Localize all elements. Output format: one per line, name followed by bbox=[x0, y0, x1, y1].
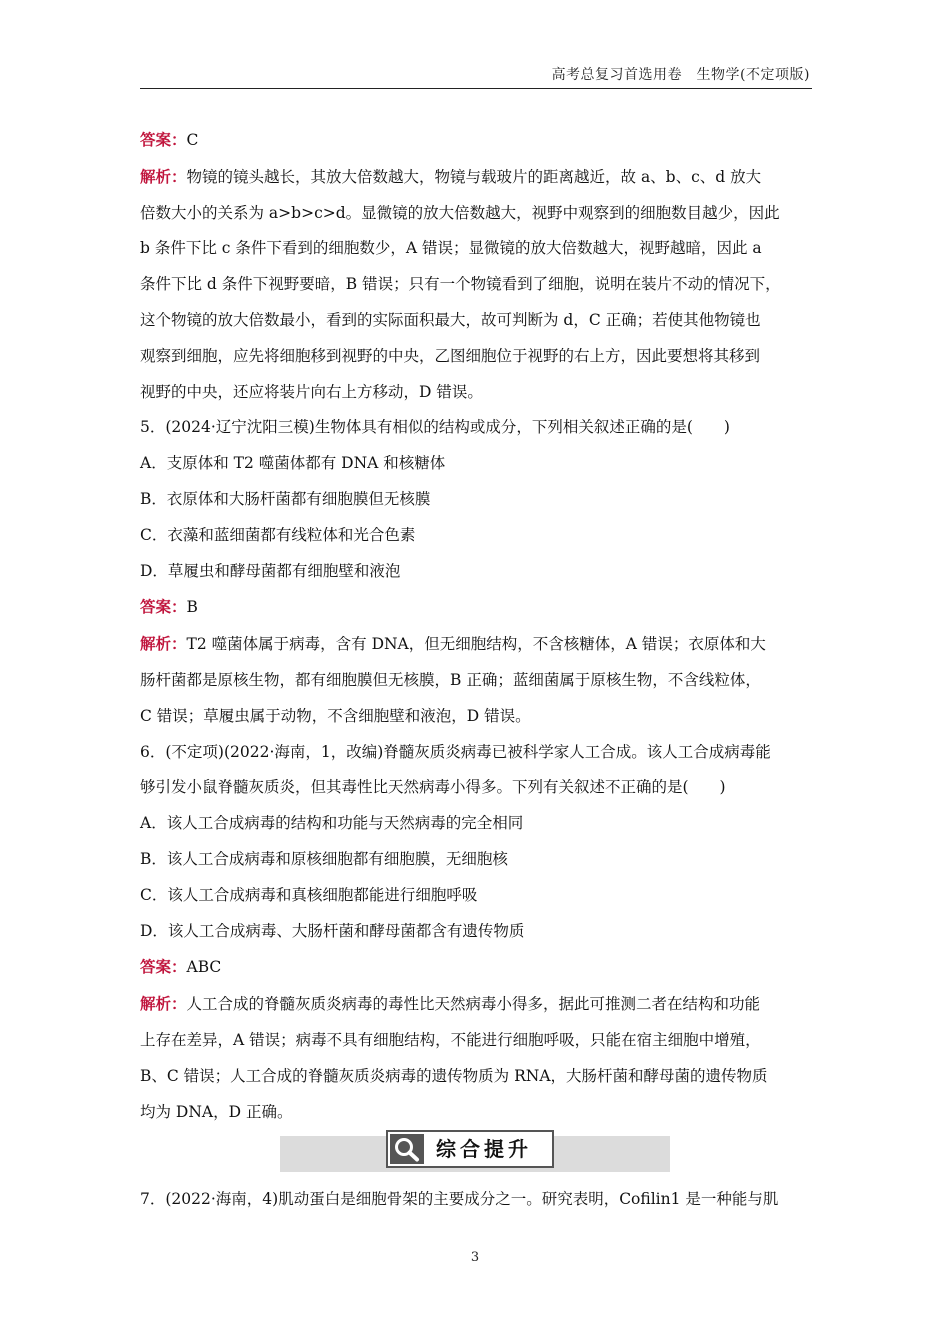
line-text: 条件下比 d 条件下视野要暗，B 错误；只有一个物镜看到了细胞，说明在装片不动的情况下， bbox=[140, 275, 781, 294]
text-line bbox=[140, 842, 812, 878]
line-text: A．该人工合成病毒的结构和功能与天然病毒的完全相同 bbox=[140, 814, 524, 833]
line-text: 物镜的镜头越长，其放大倍数越大，物镜与载玻片的距离越近，故 a、b、c、d 放大 bbox=[186, 167, 762, 186]
section-title: 综合提升 bbox=[436, 1137, 532, 1162]
page-content bbox=[140, 122, 812, 1218]
header-rule bbox=[140, 88, 812, 89]
line-text: C．该人工合成病毒和真核细胞都能进行细胞呼吸 bbox=[140, 885, 478, 904]
text-line bbox=[140, 159, 812, 196]
answer-label: 答案： bbox=[140, 597, 187, 617]
line-text: C．衣藻和蓝细菌都有线粒体和光合色素 bbox=[140, 525, 416, 544]
text-line bbox=[140, 626, 812, 663]
line-text: B．衣原体和大肠杆菌都有细胞膜但无核膜 bbox=[140, 489, 431, 508]
line-text: B、C 错误；人工合成的脊髓灰质炎病毒的遗传物质为 RNA，大肠杆菌和酵母菌的遗传物质 bbox=[140, 1066, 768, 1085]
text-line bbox=[140, 267, 812, 303]
line-text: C 错误；草履虫属于动物，不含细胞壁和液泡，D 错误。 bbox=[140, 706, 531, 725]
section-banner-box bbox=[386, 1130, 554, 1168]
text-line bbox=[140, 375, 812, 411]
text-line bbox=[140, 339, 812, 375]
line-text: 够引发小鼠脊髓灰质炎，但其毒性比天然病毒小得多。下列有关叙述不正确的是( ) bbox=[140, 778, 726, 797]
text-line bbox=[140, 806, 812, 842]
line-text: T2 噬菌体属于病毒，含有 DNA，但无细胞结构，不含核糖体，A 错误；衣原体和大 bbox=[186, 635, 766, 654]
line-text: B．该人工合成病毒和原核细胞都有细胞膜，无细胞核 bbox=[140, 849, 508, 868]
text-line bbox=[140, 482, 812, 518]
section-banner bbox=[280, 1136, 670, 1172]
line-text: 5．(2024·辽宁沈阳三模)生物体具有相似的结构或成分，下列相关叙述正确的是( ) bbox=[140, 418, 730, 437]
text-line bbox=[140, 1059, 812, 1095]
line-text: 观察到细胞，应先将细胞移到视野的中央，乙图细胞位于视野的右上方，因此要想将其移到 bbox=[140, 346, 761, 365]
line-text: 这个物镜的放大倍数最小，看到的实际面积最大，故可判断为 d，C 正确；若使其他物镜也 bbox=[140, 310, 761, 329]
magnifier-icon bbox=[390, 1134, 424, 1164]
text-line bbox=[140, 1182, 812, 1218]
line-text: 肠杆菌都是原核生物，都有细胞膜但无核膜，B 正确；蓝细菌属于原核生物，不含线粒体， bbox=[140, 670, 761, 689]
text-line bbox=[140, 878, 812, 914]
line-text: 上存在差异，A 错误；病毒不具有细胞结构，不能进行细胞呼吸，只能在宿主细胞中增殖， bbox=[140, 1030, 761, 1049]
answer-label: 解析： bbox=[140, 166, 187, 186]
text-line bbox=[140, 122, 812, 159]
text-line bbox=[140, 986, 812, 1023]
line-text: 均为 DNA，D 正确。 bbox=[140, 1102, 293, 1121]
text-line bbox=[140, 518, 812, 554]
text-line bbox=[140, 914, 812, 950]
page-number: 3 bbox=[470, 1250, 480, 1265]
text-line bbox=[140, 554, 812, 590]
body-text-block bbox=[140, 122, 812, 1130]
line-text: C bbox=[186, 131, 199, 149]
line-text: 6．(不定项)(2022·海南，1，改编)脊髓灰质炎病毒已被科学家人工合成。该人工合成病毒能 bbox=[140, 742, 771, 761]
text-line bbox=[140, 1095, 812, 1131]
text-line bbox=[140, 303, 812, 339]
line-text: 倍数大小的关系为 a>b>c>d。显微镜的放大倍数越大，视野中观察到的细胞数目越少，因此 bbox=[140, 203, 780, 222]
line-text: D．该人工合成病毒、大肠杆菌和酵母菌都含有遗传物质 bbox=[140, 921, 525, 940]
text-line bbox=[140, 446, 812, 482]
text-line bbox=[140, 663, 812, 699]
line-text: b 条件下比 c 条件下看到的细胞数少，A 错误；显微镜的放大倍数越大，视野越暗，因此 a bbox=[140, 239, 762, 258]
line-text: 视野的中央，还应将装片向右上方移动，D 错误。 bbox=[140, 382, 483, 401]
line-text: 人工合成的脊髓灰质炎病毒的毒性比天然病毒小得多，据此可推测二者在结构和功能 bbox=[186, 995, 761, 1014]
answer-label: 解析： bbox=[140, 994, 187, 1014]
body-text-block-continued bbox=[140, 1182, 812, 1218]
line-text: A．支原体和 T2 噬菌体都有 DNA 和核糖体 bbox=[140, 454, 446, 473]
line-text: ABC bbox=[186, 958, 222, 977]
running-header: 高考总复习首选用卷 生物学(不定项版) bbox=[551, 67, 810, 83]
text-line bbox=[140, 770, 812, 806]
text-line bbox=[140, 589, 812, 626]
line-text: 7．(2022·海南，4)肌动蛋白是细胞骨架的主要成分之一。研究表明，Cofilin1 是一种能与肌 bbox=[140, 1190, 779, 1209]
text-line bbox=[140, 1023, 812, 1059]
text-line bbox=[140, 231, 812, 267]
line-text: B bbox=[186, 598, 198, 617]
text-line bbox=[140, 699, 812, 735]
answer-label: 答案： bbox=[140, 957, 187, 977]
text-line bbox=[140, 949, 812, 986]
text-line bbox=[140, 410, 812, 446]
text-line bbox=[140, 196, 812, 232]
answer-label: 答案： bbox=[140, 130, 187, 149]
line-text: D．草履虫和酵母菌都有细胞壁和液泡 bbox=[140, 561, 401, 580]
text-line bbox=[140, 735, 812, 771]
answer-label: 解析： bbox=[140, 634, 187, 654]
